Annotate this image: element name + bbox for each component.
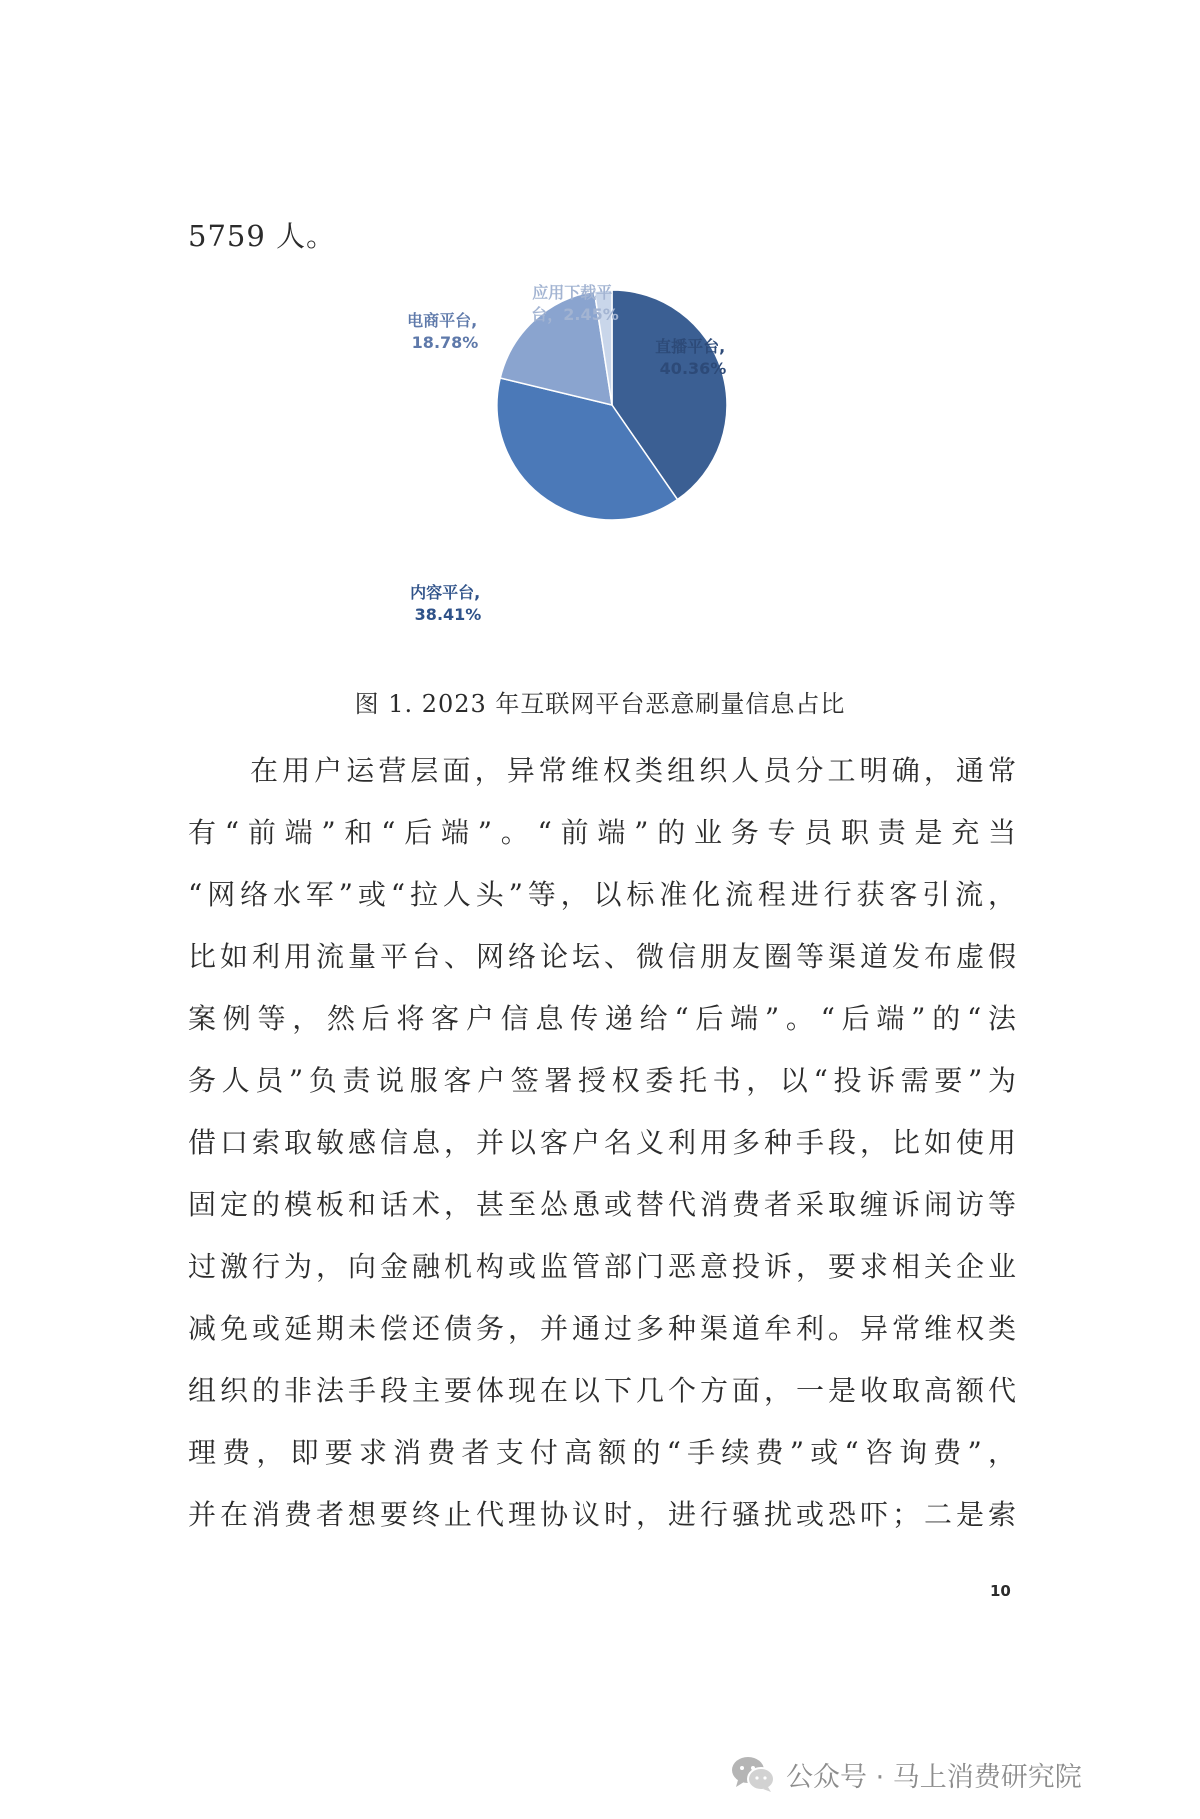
slice-value-ecommerce: 18.78% [411,333,479,352]
paragraph-line: “网络水军”或“拉人头”等，以标准化流程进行获客引流， [188,878,1018,911]
wechat-watermark [730,1752,1082,1796]
slice-label-content-name: 内容平台, [410,583,481,602]
paragraph-line: 比如利用流量平台、网络论坛、微信朋友圈等渠道发布虚假 [188,940,1018,973]
paragraph-line: 有“前端”和“后端”。“前端”的业务专员职责是充当 [188,816,1018,849]
slice-label-live-name: 直播平台, [655,337,726,356]
slice-value-live: 40.36% [659,359,727,378]
paragraph-line: 务人员”负责说服客户签署授权委托书，以“投诉需要”为 [188,1064,1018,1097]
page-number: 10 [990,1582,1011,1600]
figure-caption: 图 1. 2023 年互联网平台恶意刷量信息占比 [354,690,846,718]
paragraph-line: 在用户运营层面，异常维权类组织人员分工明确，通常 [250,754,1018,787]
slice-label-ecommerce-name: 电商平台, [407,311,478,330]
slice-label-ecommerce [407,311,483,352]
slice-name-live: 直播平台 [655,337,720,356]
body-paragraph [188,740,1018,1546]
paragraph-line: 减免或延期未偿还债务，并通过多种渠道牟利。异常维权类 [188,1312,1018,1345]
slice-value-content: 38.41% [414,605,482,624]
paragraph-line: 固定的模板和话术，甚至怂恿或替代消费者采取缠诉闹访等 [188,1188,1018,1221]
paragraph-line: 过激行为，向金融机构或监管部门恶意投诉，要求相关企业 [188,1250,1018,1283]
pie-chart [380,270,840,650]
slice-name-ecommerce: 电商平台 [407,311,472,330]
slice-name-appstore: 应用下载平 [532,283,613,302]
slice-value-appstore: 2.45% [563,305,619,324]
wechat-icon [730,1754,776,1794]
watermark-text: 公众号 · 马上消费研究院 [786,1761,1082,1793]
slice-value-appstore-line: 台，2.45% [531,305,619,324]
pie-slices [497,290,727,520]
paragraph-line: 案例等，然后将客户信息传递给“后端”。“后端”的“法 [188,1002,1018,1035]
paragraph-line: 组织的非法手段主要体现在以下几个方面，一是收取高额代 [188,1374,1018,1407]
slice-name-content: 内容平台 [410,583,475,602]
slice-label-content [410,583,486,624]
pie-chart-svg [380,270,840,650]
paragraph-line: 并在消费者想要终止代理协议时，进行骚扰或恐吓；二是索 [188,1498,1018,1531]
paragraph-line: 借口索取敏感信息，并以客户名义利用多种手段，比如使用 [188,1126,1018,1159]
lead-text: 5759 人。 [188,219,337,253]
paragraph-line: 理费，即要求消费者支付高额的“手续费”或“咨询费”， [188,1436,1018,1469]
